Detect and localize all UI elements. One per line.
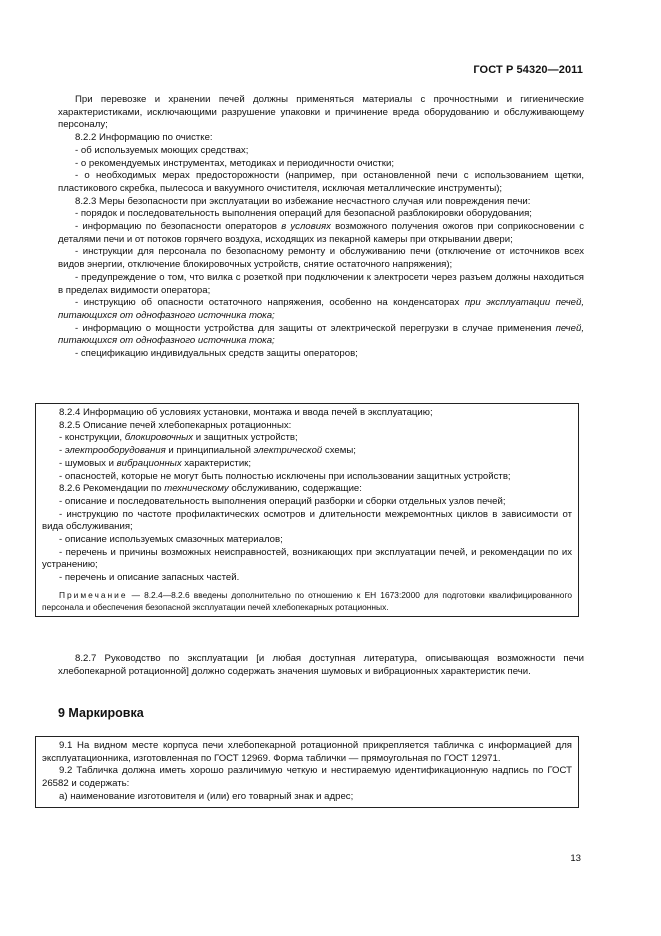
list-item (58, 297, 584, 322)
paragraph: 8.2.7 Руководство по эксплуатации [и любая доступная литература, описывающая возможности печи хлебопекарной ротационной] должно содержать значения шумовых и вибрационных характеристик печи. (58, 653, 584, 677)
text: - информацию о мощности устройства для защиты от электрической перегрузки в случае применения (75, 322, 556, 334)
text: - (59, 445, 65, 457)
list-item: - инструкции для персонала по безопасному ремонту и обслуживанию печи (отключение от источников всех видов энергии, отключение блокировочных устройств, снятие остаточного напряжения); (58, 246, 584, 271)
text: - инструкцию об опасности остаточного напряжения, особенно на конденсаторах (75, 297, 465, 309)
section-heading: 9 Маркировка (58, 706, 144, 720)
italic-text: при эксплуатации печей, питающихся от однофазного источника тока; (58, 297, 585, 321)
note-label: Примечание (59, 589, 128, 600)
list-item (42, 458, 572, 471)
paragraph: 8.2.5 Описание печей хлебопекарных ротационных: (59, 419, 292, 431)
text: - конструкции, (59, 432, 125, 444)
text: 8.2.6 Рекомендации по (59, 483, 165, 495)
paragraph: 9.1 На видном месте корпуса печи хлебопекарной ротационной прикрепляется табличка с информацией для эксплуатационника, изготовленная по ГОСТ 12969. Форма таблички — прямоугольная по ГОСТ 12971. (42, 740, 572, 764)
italic-text: в условиях (281, 221, 331, 233)
list-item: - описание и последовательность выполнения операций разборки и сборки отдельных узлов печей; (59, 495, 506, 507)
text: схемы; (322, 445, 356, 457)
paragraph: При перевозке и хранении печей должны применяться материалы с прочностными и гигиенические характеристиками, исключающими разрушение упаковки и причинение вреда оборудованию и обслуживающему персоналу; (58, 94, 584, 131)
list-item (58, 221, 584, 246)
page-number: 13 (570, 853, 581, 864)
text: возможного получения ожогов при соприкосновении с деталями печи и от потоков горячего воздуха, исходящих из пекарной камеры при открывании двери; (58, 221, 584, 245)
italic-text: печей, питающихся от однофазного источника тока; (58, 322, 584, 347)
list-item: - о необходимых мерах предосторожности (например, при остановленной печи с использованием щетки, пластикового скребка, пылесоса и вакуумного очистителя, исключая металлические инструменты); (58, 170, 584, 194)
list-item: - опасностей, которые не могут быть полностью исключены при использовании защитных устройств; (59, 470, 511, 482)
middle-text-block (58, 653, 584, 678)
list-item: - инструкцию по частоте профилактических осмотров и длительности межремонтных циклов в зависимости от вида обслуживания; (42, 508, 572, 533)
list-item: - порядок и последовательность выполнения операций для безопасной разблокировки оборудования; (75, 208, 532, 220)
list-item: - описание используемых смазочных материалов; (59, 534, 283, 546)
list-item: - перечень и причины возможных неисправностей, возникающих при эксплуатации печей, и рекомендации по их устранению; (42, 546, 572, 571)
italic-text: электрической (253, 445, 323, 457)
document-code: ГОСТ Р 54320—2011 (473, 64, 583, 76)
top-text-block (58, 94, 584, 361)
list-item: - об используемых моющих средствах; (75, 144, 249, 156)
paragraph: 9.2 Табличка должна иметь хорошо различимую четкую и нестираемую идентификационную надпись по ГОСТ 26582 и содержать: (42, 765, 572, 790)
text: - информацию по безопасности операторов (75, 221, 282, 233)
paragraph: 8.2.3 Меры безопасности при эксплуатации во избежание несчастного случая или повреждения печи: (75, 195, 531, 207)
list-item: а) наименование изготовителя и (или) его товарный знак и адрес; (59, 790, 354, 802)
list-item (58, 323, 584, 348)
italic-text: электрооборудования (64, 445, 166, 457)
italic-text: техническому (164, 483, 229, 495)
boxed-section-8-2-4 (35, 403, 579, 617)
list-item: - предупреждение о том, что вилка с розеткой при подключении к электросети через разъем должны находиться в пределах видимости оператора; (58, 271, 584, 296)
text: характеристик; (181, 457, 252, 469)
list-item (42, 445, 572, 458)
boxed-section-9 (35, 736, 579, 808)
paragraph (42, 483, 572, 496)
paragraph: 8.2.2 Информацию по очистке: (75, 132, 213, 144)
list-item: - спецификацию индивидуальных средств защиты операторов; (75, 348, 358, 360)
list-item: - перечень и описание запасных частей. (59, 572, 240, 584)
note (42, 589, 572, 613)
italic-text: вибрационных (116, 457, 182, 469)
list-item: - о рекомендуемых инструментах, методиках и периодичности очистки; (75, 157, 394, 169)
list-item (42, 432, 572, 445)
text: обслуживанию, содержащие: (228, 483, 362, 495)
paragraph: 8.2.4 Информацию об условиях установки, монтажа и ввода печей в эксплуатацию; (59, 407, 433, 418)
note-text: — 8.2.4—8.2.6 введены дополнительно по отношению к ЕН 1673:2000 для подготовки квалифицированного персонала и обеспечения безопасной эксплуатации печей хлебопекарных ротационных. (42, 589, 572, 612)
text: и принципиальной (165, 445, 254, 457)
text: - шумовых и (59, 457, 117, 469)
italic-text: блокировочных (124, 432, 194, 444)
text: и защитных устройств; (193, 432, 298, 444)
